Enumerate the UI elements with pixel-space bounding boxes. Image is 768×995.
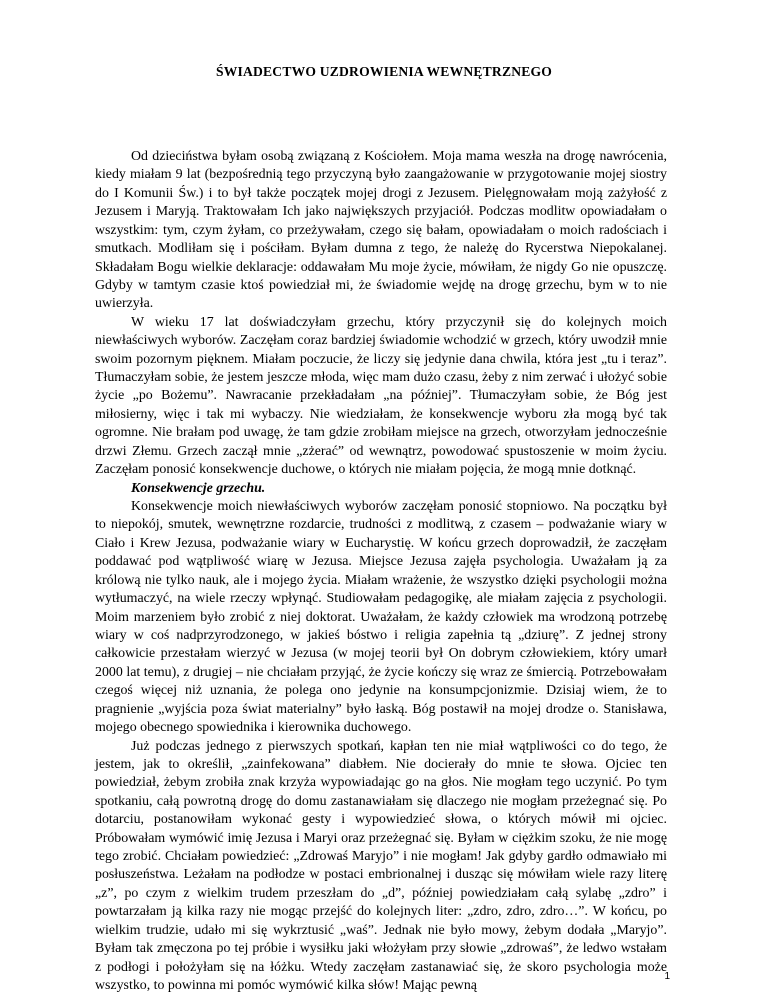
paragraph: Już podczas jednego z pierwszych spotkań, kapłan ten nie miał wątpliwości co do tego, że jestem, jak to określił, „zainfekowana” diabłem. Nie docierały do mnie te słowa. Ojciec ten powiedział, żebym zrobiła znak krzyża wypowiadając go na głos. Nie mogłam tego uczynić. Po tym spotkaniu, całą powrotną drogę do domu zastanawiałam się dlaczego nie mogłam przeżegnać się. Po dotarciu, postanowiłam wykonać gesty i wypowiedzieć słowa, o których mówił mi ojciec. Próbowałam wymówić imię Jezusa i Maryi oraz przeżegnać się. Byłam w ciężkim szoku, że nie mogę tego zrobić. Chciałam powiedzieć: „Zdrowaś Maryjo” i nie mogłam! Jak gdyby gardło odmawiało mi posłuszeństwa. Leżałam na podłodze w postaci embrionalnej i dusząc się mówiłam wiele razy literę „z”, po czym z wielkim trudem przeszłam do „d”, później powiedziałam całą sylabę „zdro” i powtarzałam ją kilka razy nie mogąc przejść do kolejnych liter: „zdro, zdro, zdro…”. W końcu, po wielkim trudzie, udało mi się wykrztusić „waś”. Jednak nie było mowy, żebym dodała „Maryjo”. Byłam tak zmęczona po tej próbie i wysiłku jaki włożyłam przy słowie „zdrowaś”, że ledwo wstałam z podłogi i położyłam się na łóżku. Wtedy zaczęłam zastanawiać się, że skoro psychologia może wszystko, to powinna mi pomóc wymówić kilka słów! Mając pewną: [95, 738, 667, 995]
section-heading: Konsekwencje grzechu.: [95, 480, 667, 498]
paragraph: Konsekwencje moich niewłaściwych wyborów zaczęłam ponosić stopniowo. Na początku był to niepokój, smutek, wewnętrzne rozdarcie, trudności z modlitwą, z czasem – podważanie wiary w Ciało i Krew Jezusa, podważanie wiary w Eucharystię. W końcu grzech doprowadził, że zaczęłam poddawać pod wątpliwość wiarę w Jezusa. Miejsce Jezusa zajęła psychologia. Uważałam ją za królową nie tylko nauk, ale i mojego życia. Miałam wrażenie, że wszystko dzięki psychologii można wytłumaczyć, na wiele rzeczy wpłynąć. Studiowałam pedagogikę, ale miałam zajęcia z psychologii. Moim marzeniem było zrobić z niej doktorat. Uważałam, że każdy człowiek ma wrodzoną potrzebę wiary w coś nadprzyrodzonego, w jakieś bóstwo i religia zapełnia tą „dziurę”. Z jednej strony całkowicie przestałam wierzyć w Jezusa (w mojej teorii był On dobrym człowiekiem, który umarł 2000 lat temu), z drugiej – nie chciałam przyjąć, że życie kończy się wraz ze śmiercią. Potrzebowałam czegoś więcej niż uznania, że polega ono jedynie na konsumpcjonizmie. Dzisiaj wiem, że to pragnienie „wyjścia poza świat materialny” było łaską. Bóg postawił na mojej drodze o. Stanisława, mojego obecnego spowiednika i kierownika duchowego.: [95, 498, 667, 737]
document-title: ŚWIADECTWO UZDROWIENIA WEWNĘTRZNEGO: [0, 64, 768, 80]
paragraph: Od dzieciństwa byłam osobą związaną z Kościołem. Moja mama weszła na drogę nawrócenia, kiedy miałam 9 lat (bezpośrednią tego przyczyną było zaangażowanie w przygotowanie mojej siostry do I Komunii Św.) i to był także początek mojej drogi z Jezusem. Pielęgnowałam moją zażyłość z Jezusem i Maryją. Traktowałam Ich jako największych przyjaciół. Podczas modlitw opowiadałam o wszystkim: tym, czym żyłam, co przeżywałam, czego się bałam, opowiadałam o moich radościach i smutkach. Modliłam się i pościłam. Byłam dumna z tego, że należę do Rycerstwa Niepokalanej. Składałam Bogu wielkie deklaracje: oddawałam Mu moje życie, mówiłam, że nigdy Go nie opuszczę. Gdyby w tamtym czasie ktoś powiedział mi, że świadomie wejdę na drogę grzechu, bym w to nie uwierzyła.: [95, 148, 667, 314]
document-body: [95, 148, 667, 995]
paragraph: W wieku 17 lat doświadczyłam grzechu, który przyczynił się do kolejnych moich niewłaściwych wyborów. Zaczęłam coraz bardziej świadomie wchodzić w grzech, który uwodził mnie swoim pozornym pięknem. Miałam poczucie, że liczy się jedynie dana chwila, która jest „tu i teraz”. Tłumaczyłam sobie, że jestem jeszcze młoda, więc mam dużo czasu, żeby z nim zerwać i ułożyć sobie życie „po Bożemu”. Nawracanie przekładałam „na później”. Tłumaczyłam sobie, że Bóg jest miłosierny, więc i tak mi wybaczy. Nie wiedziałam, że konsekwencje wyboru zła mogą być tak ogromne. Nie brałam pod uwagę, że tam gdzie zrobiłam miejsce na grzech, otworzyłam jednocześnie drzwi Złemu. Grzech zaczął mnie „zżerać” od wewnątrz, powodować spustoszenie w moim życiu. Zaczęłam ponosić konsekwencje duchowe, o których nie miałam pojęcia, że mogą mnie dotknąć.: [95, 314, 667, 480]
page-number: 1: [664, 971, 670, 982]
